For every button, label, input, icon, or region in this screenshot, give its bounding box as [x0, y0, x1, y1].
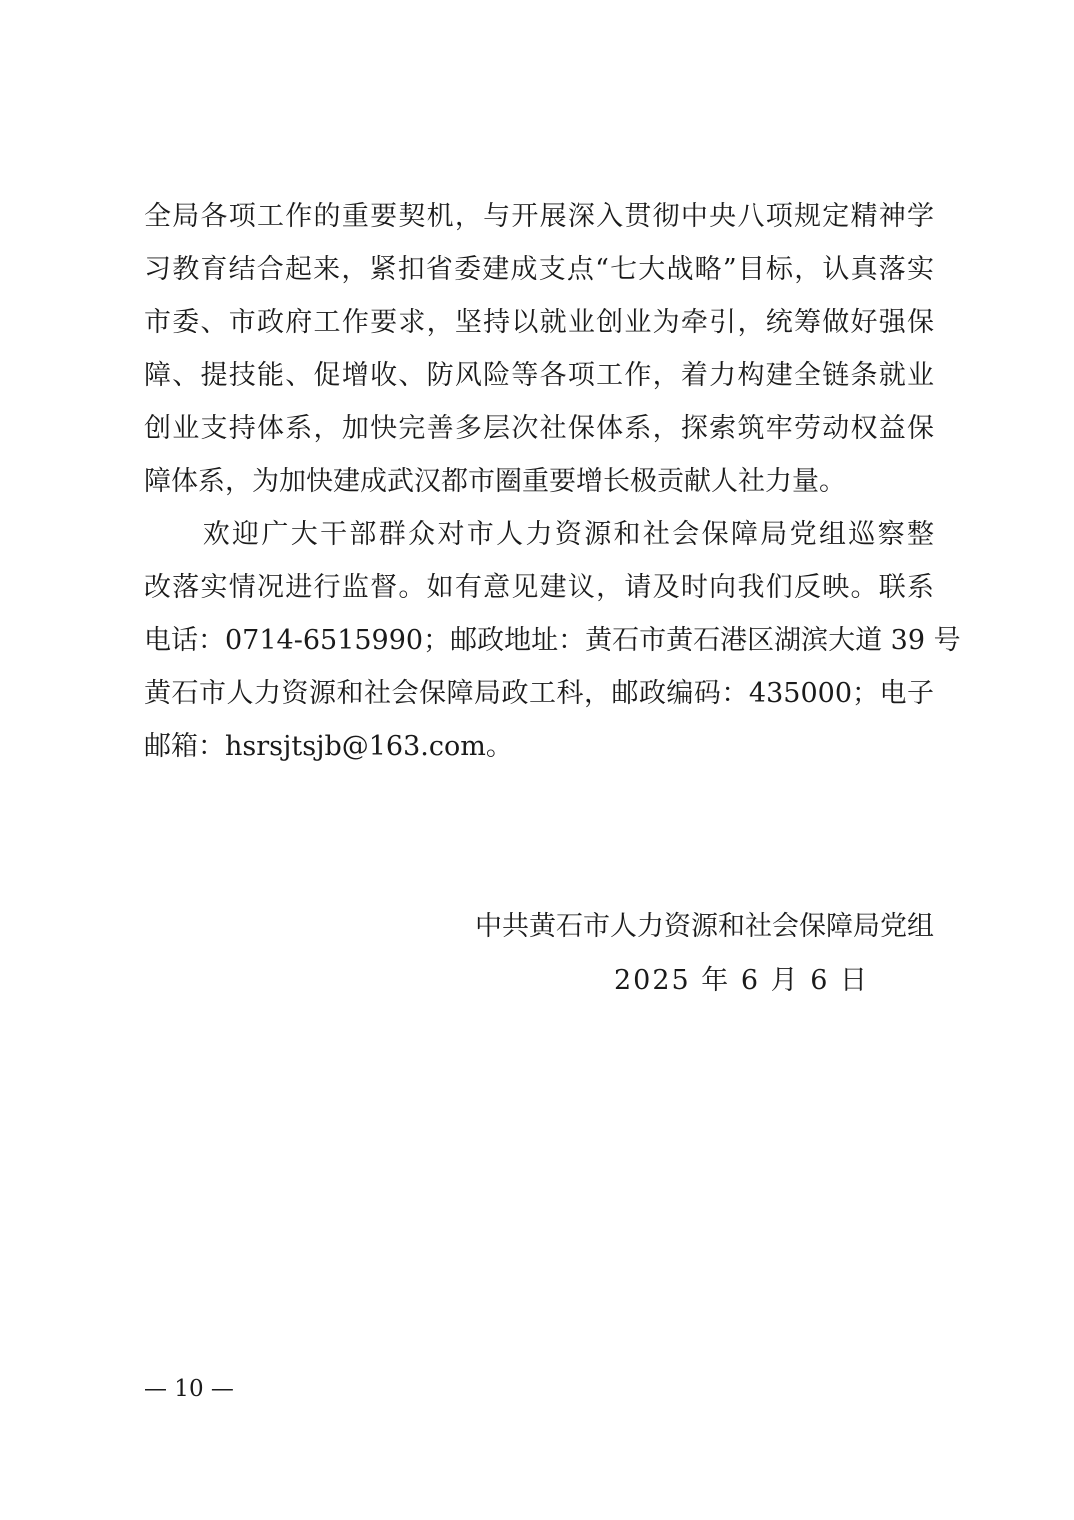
body-text	[144, 190, 961, 773]
paragraph-2-line-5: 邮箱：hsrsjtsjb@163.com。	[144, 731, 513, 762]
paragraph-1-line-6: 障体系，为加快建成武汉都市圈重要增长极贡献人社力量。	[144, 466, 846, 497]
paragraph-1-line-5: 创业支持体系，加快完善多层次社保体系，探索筑牢劳动权益保	[144, 413, 934, 444]
paragraph-2-line-2: 改落实情况进行监督。如有意见建议，请及时向我们反映。联系	[144, 572, 934, 603]
signature-date: 2025 年 6 月 6 日	[614, 965, 869, 996]
paragraph-2-line-1: 欢迎广大干部群众对市人力资源和社会保障局党组巡察整	[144, 519, 934, 550]
paragraph-1-line-1: 全局各项工作的重要契机，与开展深入贯彻中央八项规定精神学	[144, 201, 934, 232]
signature-block	[144, 900, 934, 996]
paragraph-1-line-2: 习教育结合起来，紧扣省委建成支点“七大战略”目标，认真落实	[144, 254, 934, 285]
paragraph-2-line-4: 黄石市人力资源和社会保障局政工科，邮政编码：435000；电子	[144, 678, 934, 709]
signature-organization: 中共黄石市人力资源和社会保障局党组	[475, 911, 934, 942]
paragraph-1-line-3: 市委、市政府工作要求，坚持以就业创业为牵引，统筹做好强保	[144, 307, 934, 338]
paragraph-1-line-4: 障、提技能、促增收、防风险等各项工作，着力构建全链条就业	[144, 360, 934, 391]
page-number: — 10 —	[144, 1376, 234, 1402]
paragraph-2-line-3: 电话：0714-6515990；邮政地址：黄石市黄石港区湖滨大道 39 号	[144, 625, 961, 656]
